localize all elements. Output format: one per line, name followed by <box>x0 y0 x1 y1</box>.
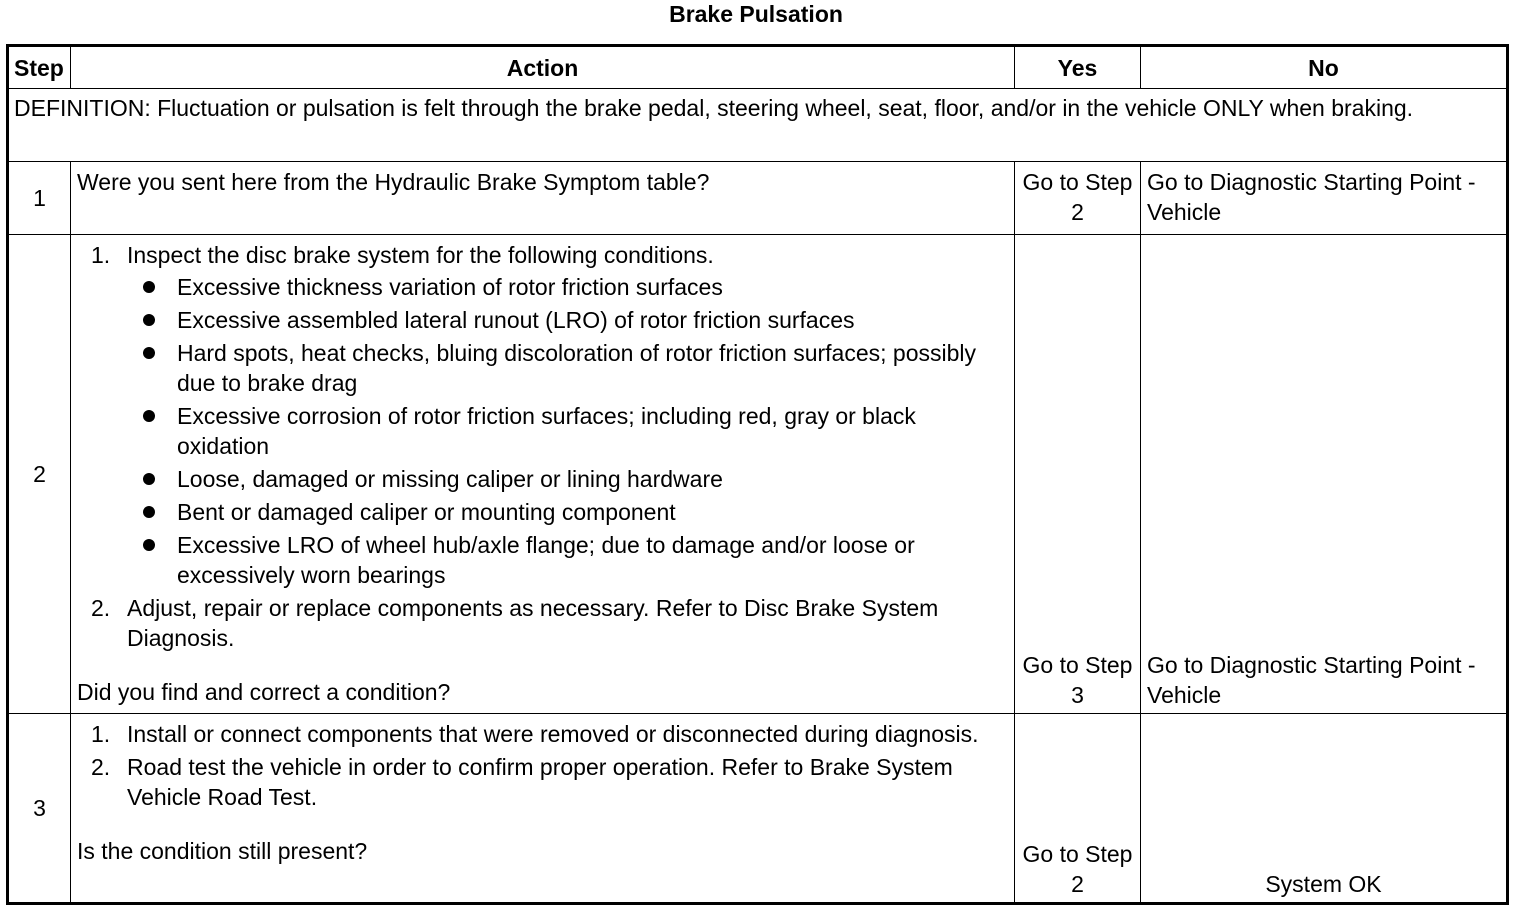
list-item <box>127 593 1008 653</box>
list-item <box>127 719 1008 749</box>
step-yes: Go to Step 2 <box>1015 162 1141 235</box>
step-action <box>71 235 1015 714</box>
table-row <box>8 714 1508 904</box>
step-question: Did you find and correct a condition? <box>77 679 451 705</box>
condition-list <box>127 272 1008 590</box>
step-question: Is the condition still present? <box>77 838 368 864</box>
step-number: 1 <box>8 162 71 235</box>
action-text: Adjust, repair or replace components as necessary. Refer to Disc Brake System Diagnosis. <box>127 595 939 651</box>
header-row <box>8 46 1508 89</box>
action-text: Inspect the disc brake system for the following conditions. <box>127 242 714 268</box>
action-list <box>77 719 1008 812</box>
list-item <box>127 240 1008 590</box>
step-action <box>71 162 1015 235</box>
condition-item: Bent or damaged caliper or mounting component <box>177 497 1008 527</box>
step-number: 3 <box>8 714 71 904</box>
step-number: 2 <box>8 235 71 714</box>
step-question: Were you sent here from the Hydraulic Brake Symptom table? <box>77 169 710 195</box>
header-yes: Yes <box>1015 46 1141 89</box>
definition-row <box>8 89 1508 162</box>
action-list <box>77 240 1008 653</box>
condition-item: Hard spots, heat checks, bluing discoloration of rotor friction surfaces; possibly due to brake drag <box>177 338 1008 398</box>
condition-item: Excessive LRO of wheel hub/axle flange; due to damage and/or loose or excessively worn bearings <box>177 530 1008 590</box>
step-no: Go to Diagnostic Starting Point - Vehicle <box>1141 235 1508 714</box>
header-no: No <box>1141 46 1508 89</box>
step-yes: Go to Step 2 <box>1015 714 1141 904</box>
action-text: Install or connect components that were removed or disconnected during diagnosis. <box>127 721 979 747</box>
list-item <box>127 752 1008 812</box>
header-step: Step <box>8 46 71 89</box>
header-action: Action <box>71 46 1015 89</box>
page-title: Brake Pulsation <box>669 1 843 27</box>
step-no: Go to Diagnostic Starting Point - Vehicle <box>1141 162 1508 235</box>
condition-item: Loose, damaged or missing caliper or lining hardware <box>177 464 1008 494</box>
action-text: Road test the vehicle in order to confirm proper operation. Refer to Brake System Vehicle Road Test. <box>127 754 953 810</box>
step-yes: Go to Step 3 <box>1015 235 1141 714</box>
step-no: System OK <box>1141 714 1508 904</box>
diagnostic-table <box>6 44 1509 905</box>
table-row <box>8 162 1508 235</box>
table-row <box>8 235 1508 714</box>
condition-item: Excessive assembled lateral runout (LRO) of rotor friction surfaces <box>177 305 1008 335</box>
condition-item: Excessive corrosion of rotor friction surfaces; including red, gray or black oxidation <box>177 401 1008 461</box>
definition-text: DEFINITION: Fluctuation or pulsation is felt through the brake pedal, steering wheel, seat, floor, and/or in the vehicle ONLY when braking. <box>8 89 1508 162</box>
condition-item: Excessive thickness variation of rotor friction surfaces <box>177 272 1008 302</box>
step-action <box>71 714 1015 904</box>
